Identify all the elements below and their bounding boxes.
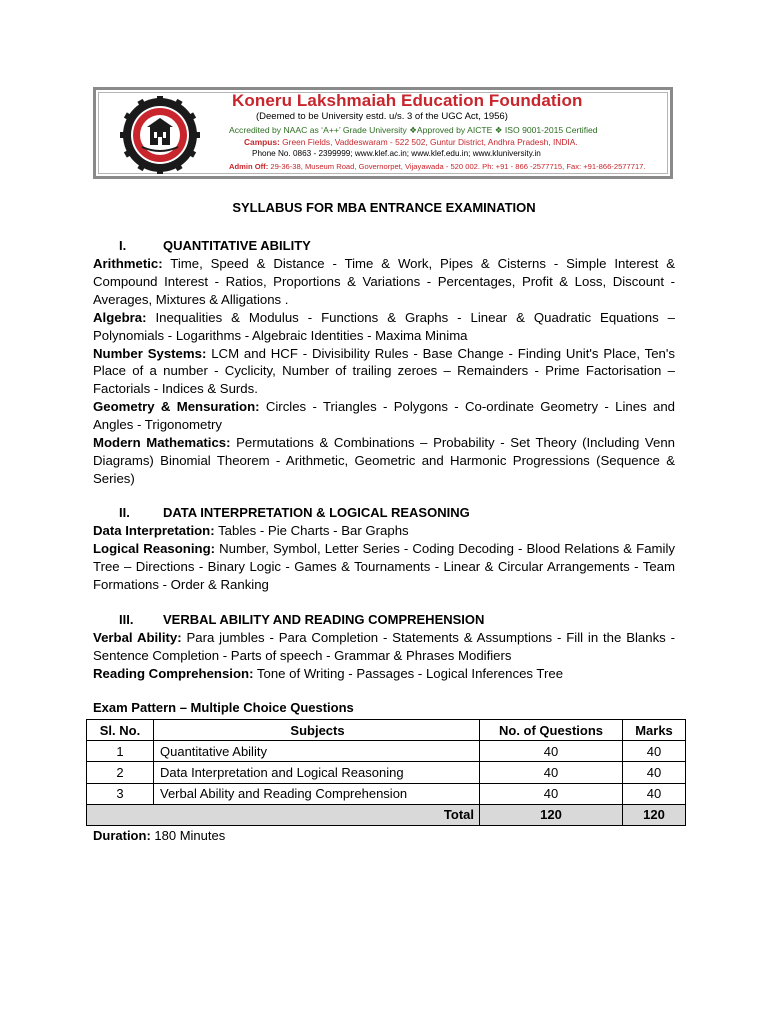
topic-label: Geometry & Mensuration:	[93, 399, 260, 415]
contact-line: Phone No. 0863 - 2399999; www.klef.ac.in; www.klef.edu.in; www.kluniversity.in	[252, 149, 541, 158]
campus-label: Campus:	[244, 137, 280, 147]
topic-text: Inequalities & Modulus - Functions & Graphs - Linear & Quadratic Equations – Polynomials - Logarithms - Algebraic Identities - Maxima Minima	[93, 309, 675, 343]
topic-label: Logical Reasoning:	[93, 540, 216, 556]
topic-arithmetic	[93, 255, 675, 309]
accreditation-line: Accredited by NAAC as ‘A++’ Grade University ❖Approved by AICTE ❖ ISO 9001-2015 Certified	[229, 125, 598, 135]
column-header: No. of Questions	[480, 720, 623, 741]
section-body-data-interpretation	[93, 522, 675, 594]
cell-subject: Verbal Ability and Reading Comprehension	[154, 783, 480, 804]
header-banner	[93, 87, 673, 179]
topic-text: Number, Symbol, Letter Series - Coding Decoding - Blood Relations & Family Tree – Directions - Binary Logic - Games & Tournaments - Linear & Circular Arrangements - Team Formations - Order & Ranking	[93, 540, 675, 592]
topic-text: Time, Speed & Distance - Time & Work, Pipes & Cisterns - Simple Interest & Compound Interest - Ratios, Proportions & Variations - Percentages, Profit & Loss, Discount - Averages, Mixtures & Alligations .	[93, 256, 675, 307]
cell-sl-no: 2	[87, 762, 154, 783]
topic-number-systems	[93, 345, 675, 399]
topic-label: Algebra:	[93, 309, 147, 325]
admin-office-line	[229, 162, 646, 171]
campus-text: Green Fields, Vaddeswaram - 522 502, Guntur District, Andhra Pradesh, INDIA.	[282, 137, 578, 147]
total-marks: 120	[623, 804, 686, 825]
table-row	[87, 783, 686, 804]
exam-duration	[93, 827, 225, 845]
topic-algebra	[93, 309, 675, 345]
topic-text: Para jumbles - Para Completion - Statements & Assumptions - Fill in the Blanks - Sentence Completion - Parts of speech - Grammar & Phrases Modifiers	[93, 630, 676, 663]
cell-questions: 40	[480, 783, 623, 804]
cell-subject: Data Interpretation and Logical Reasoning	[154, 762, 480, 783]
topic-text: Permutations & Combinations – Probability - Set Theory (Including Venn Diagrams) Binomial Theorem - Arithmetic, Geometric and Harmonic Progressions (Sequence & Series)	[93, 435, 675, 486]
cell-marks: 40	[623, 741, 686, 762]
topic-text: Circles - Triangles - Polygons - Co-ordinate Geometry - Lines and Angles - Trigonometry	[93, 399, 675, 433]
cell-subject: Quantitative Ability	[154, 741, 480, 762]
table-total-row	[87, 804, 686, 825]
topic-text: Tables - Pie Charts - Bar Graphs	[214, 523, 409, 538]
section-heading-data-interpretation	[119, 504, 470, 522]
column-header: Marks	[623, 720, 686, 741]
topic-label: Modern Mathematics:	[93, 435, 231, 451]
topic-reading-comprehension	[93, 665, 675, 683]
topic-logical-reasoning	[93, 540, 675, 594]
topic-geometry	[93, 398, 675, 434]
section-number: II.	[119, 505, 130, 520]
duration-label: Duration:	[93, 828, 151, 843]
document-title: SYLLABUS FOR MBA ENTRANCE EXAMINATION	[232, 200, 536, 215]
section-number: III.	[119, 612, 134, 627]
campus-address	[244, 137, 578, 147]
section-title: VERBAL ABILITY AND READING COMPREHENSION	[163, 612, 485, 627]
section-title: QUANTITATIVE ABILITY	[163, 238, 311, 253]
table-header-row	[87, 720, 686, 741]
column-header: Subjects	[154, 720, 480, 741]
table-row	[87, 741, 686, 762]
cell-sl-no: 1	[87, 741, 154, 762]
topic-label: Data Interpretation:	[93, 523, 215, 538]
topic-verbal-ability	[93, 629, 675, 665]
total-questions: 120	[480, 804, 623, 825]
topic-label: Verbal Ability:	[93, 630, 182, 645]
topic-data-interpretation	[93, 522, 675, 540]
deemed-university-note: (Deemed to be University estd. u/s. 3 of the UGC Act, 1956)	[256, 111, 508, 122]
cell-questions: 40	[480, 741, 623, 762]
section-number: I.	[119, 238, 127, 253]
exam-pattern-heading: Exam Pattern – Multiple Choice Questions	[93, 700, 354, 715]
cell-marks: 40	[623, 762, 686, 783]
total-label: Total	[87, 804, 480, 825]
column-header: Sl. No.	[87, 720, 154, 741]
section-heading-quantitative	[119, 237, 311, 255]
section-body-quantitative	[93, 255, 675, 488]
section-body-verbal	[93, 629, 675, 683]
topic-label: Reading Comprehension:	[93, 665, 254, 681]
exam-pattern-table	[86, 719, 686, 826]
admin-label: Admin Off:	[229, 162, 269, 171]
topic-text: LCM and HCF - Divisibility Rules - Base Change - Finding Unit's Place, Ten's Place of a number - Cyclicity, Number of trailing zeroes – Remainders - Prime Factorisation – Factorials - Indices & Surds.	[93, 345, 675, 397]
admin-text: 29-36-38, Museum Road, Governorpet, Vijayawada - 520 002. Ph: +91 - 866 -2577715, Fax: +91-866-2577717.	[270, 162, 646, 171]
topic-label: Arithmetic:	[93, 256, 163, 271]
university-seal-icon	[116, 96, 204, 174]
topic-text: Tone of Writing - Passages - Logical Inferences Tree	[253, 665, 564, 681]
cell-questions: 40	[480, 762, 623, 783]
cell-sl-no: 3	[87, 783, 154, 804]
cell-marks: 40	[623, 783, 686, 804]
section-title: DATA INTERPRETATION & LOGICAL REASONING	[163, 505, 470, 520]
table-row	[87, 762, 686, 783]
topic-label: Number Systems:	[93, 345, 207, 361]
section-heading-verbal	[119, 611, 484, 629]
duration-value: 180 Minutes	[150, 828, 226, 843]
org-name: Koneru Lakshmaiah Education Foundation	[232, 91, 583, 110]
topic-modern-mathematics	[93, 434, 675, 488]
